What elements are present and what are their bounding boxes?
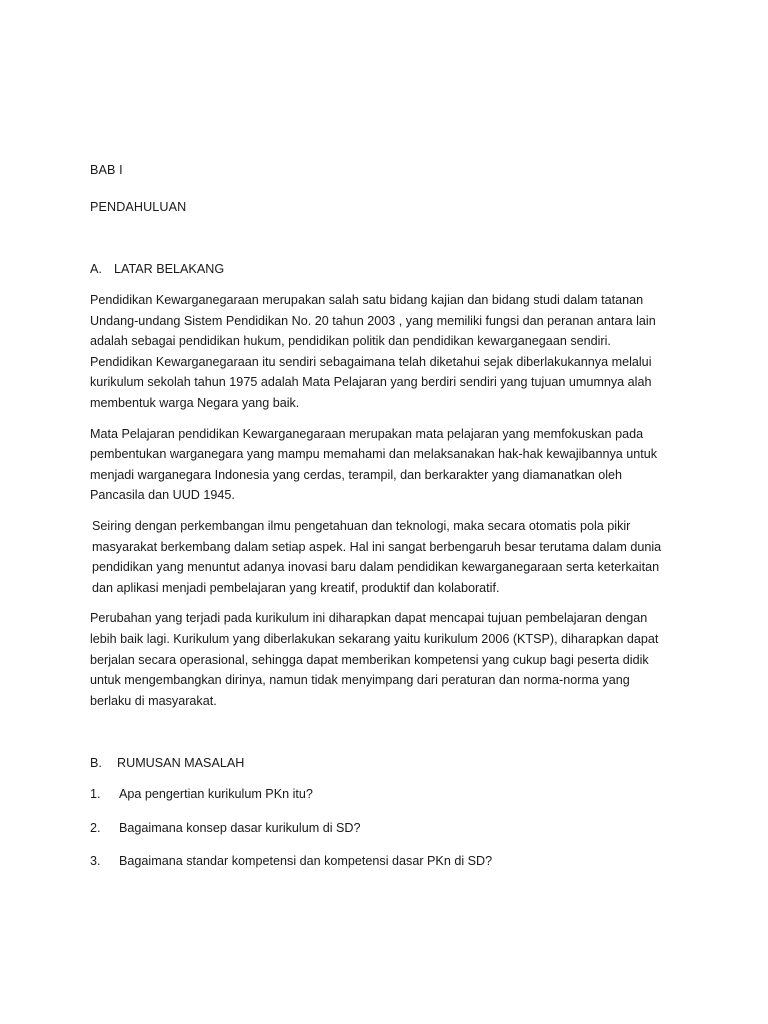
chapter-number: BAB I — [90, 163, 123, 177]
section-a-title: LATAR BELAKANG — [114, 262, 225, 276]
section-a-heading — [90, 259, 670, 279]
list-item-number: 2. — [90, 820, 101, 835]
list-item-number: 1. — [90, 787, 101, 802]
list-item — [90, 818, 670, 838]
section-b-letter: B. — [90, 756, 102, 771]
chapter-title: PENDAHULUAN — [90, 200, 187, 214]
list-item — [90, 851, 670, 871]
list-item-text: Bagaimana standar kompetensi dan kompetensi dasar PKn di SD? — [119, 854, 493, 869]
section-a-letter: A. — [90, 262, 102, 276]
list-item-text: Bagaimana konsep dasar kurikulum di SD? — [119, 820, 361, 835]
document-body — [90, 160, 670, 885]
paragraph: Seiring dengan perkembangan ilmu pengetahuan dan teknologi, maka secara otomatis pola pikir masyarakat berkembang dalam setiap aspek. Hal ini sangat berbengaruh besar terutama dalam dunia pendidikan yang menuntut adanya inovasi baru dalam pendidikan kewarganegaraan serta keterkaitan dan aplikasi menjadi pembelajaran yang kreatif, produktif dan kolaboratif. — [92, 518, 662, 595]
list-item-number: 3. — [90, 854, 101, 869]
paragraph: Pendidikan Kewarganegaraan merupakan salah satu bidang kajian dan bidang studi dalam tatanan Undang-undang Sistem Pendidikan No. 20 tahun 2003 , yang memiliki fungsi dan peranan antara lain adalah sebagai pendidikan hukum, pendidikan politik dan pendidikan kewarganegaan sendiri. Pendidikan Kewarganegaraan itu sendiri sebagaimana telah diketahui sejak diberlakukannya melalui kurikulum sekolah tahun 1975 adalah Mata Pelajaran yang berdiri sendiri yang tujuan umumnya alah membentuk warga Negara yang baik. — [90, 293, 656, 410]
section-b-title: RUMUSAN MASALAH — [117, 756, 245, 771]
section-b-heading — [90, 753, 670, 773]
paragraph: Perubahan yang terjadi pada kurikulum ini diharapkan dapat mencapai tujuan pembelajaran dengan lebih baik lagi. Kurikulum yang diberlakukan sekarang yaitu kurikulum 2006 (KTSP), diharapkan dapat berjalan secara operasional, sehingga dapat memberikan kompetensi yang cukup bagi peserta didik untuk mengembangkan dirinya, namun tidak menyimpang dari peraturan dan norma-norma yang berlaku di masyarakat. — [90, 611, 659, 708]
list-item — [90, 784, 670, 804]
question-list — [90, 784, 670, 871]
paragraph: Mata Pelajaran pendidikan Kewarganegaraan merupakan mata pelajaran yang memfokuskan pada pembentukan warganegara yang mampu memahami dan melaksanakan hak-hak kewajibannya untuk menjadi warganegara Indonesia yang cerdas, terampil, dan berkarakter yang diamanatkan oleh Pancasila dan UUD 1945. — [90, 426, 658, 503]
list-item-text: Apa pengertian kurikulum PKn itu? — [119, 787, 313, 802]
